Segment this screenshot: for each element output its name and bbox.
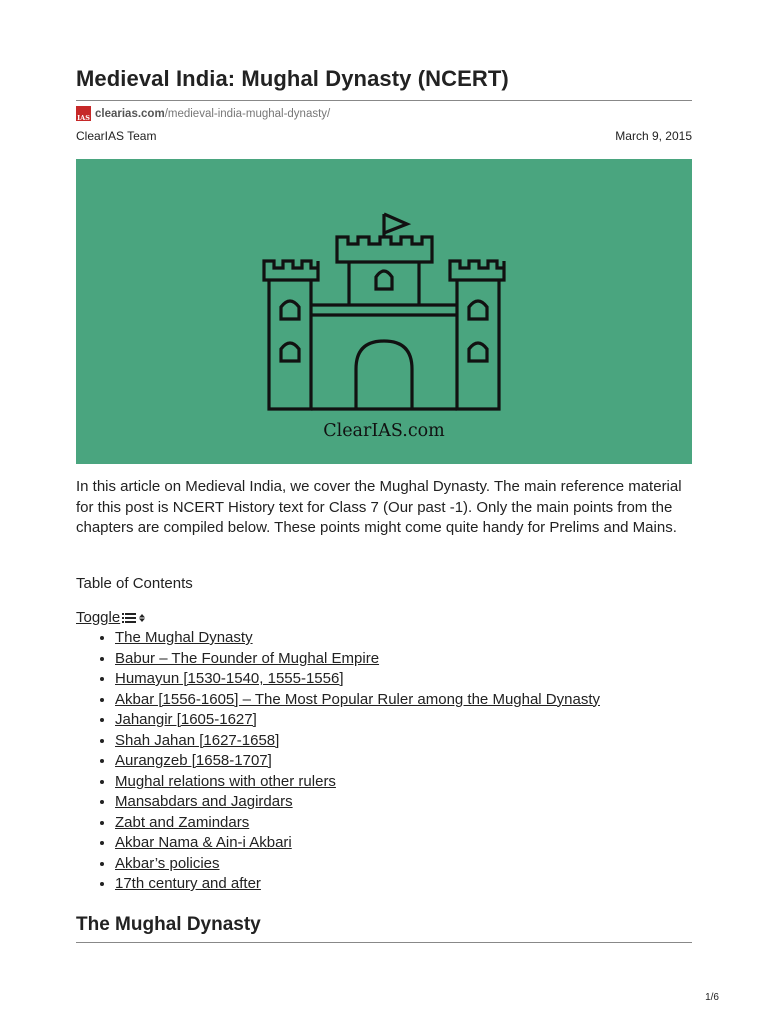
source-line[interactable] [76,106,330,121]
toc-item[interactable] [115,669,600,690]
source-domain[interactable]: clearias.com [95,107,165,120]
toc-toggle-icons[interactable] [122,612,146,624]
toc-toggle-link[interactable]: Toggle [76,609,121,626]
clearias-favicon-icon: IAS [76,106,91,121]
toc-link[interactable]: Humayun [1530-1540, 1555-1556] [115,670,344,687]
hero-brand-text: ClearIAS.com [323,421,445,441]
section-divider [76,942,692,943]
toc-item[interactable] [115,649,600,670]
toc-link[interactable]: Mughal relations with other rulers [115,772,336,790]
toc-link[interactable]: Mansabdars and Jagirdars [115,793,293,810]
page-number: 1/6 [705,992,719,1003]
sort-arrows-icon [138,613,146,623]
page-title: Medieval India: Mughal Dynasty (NCERT) [76,66,509,91]
list-icon [122,612,136,624]
hero-image [76,159,692,464]
source-path[interactable]: /medieval-india-mughal-dynasty/ [164,107,331,120]
toc-item[interactable] [115,731,600,752]
toc-heading: Table of Contents [76,575,193,592]
toc-link[interactable]: Aurangzeb [1658-1707] [115,752,272,769]
toc-item[interactable] [115,792,600,813]
toc-item[interactable] [115,751,600,772]
toc-link[interactable]: Akbar’s policies [115,854,220,872]
toc-item[interactable] [115,833,600,854]
publish-date: March 9, 2015 [615,129,692,143]
toc-link[interactable]: Akbar Nama & Ain-i Akbari [115,834,292,851]
section-heading: The Mughal Dynasty [76,914,261,935]
toc-link[interactable]: 17th century and after [115,875,261,892]
toc-link[interactable]: Babur – The Founder of Mughal Empire [115,649,380,667]
title-divider [76,100,692,101]
toc-item[interactable] [115,628,600,649]
toc-item[interactable] [115,874,600,895]
author: ClearIAS Team [76,129,157,143]
toc-list [76,628,600,895]
toc-item[interactable] [115,813,600,834]
toc-link[interactable]: Akbar [1556-1605] – The Most Popular Ruler among the Mughal Dynasty [115,690,600,708]
toc-toggle[interactable] [76,609,146,626]
intro-paragraph: In this article on Medieval India, we cover the Mughal Dynasty. The main reference material for this post is NCERT History text for Class 7 (Our past -1). Only the main points from the chapters are compiled below. These points might come quite handy for Prelims and Mains. [76,478,682,536]
toc-link[interactable]: Shah Jahan [1627-1658] [115,731,280,749]
castle-icon [76,159,692,464]
toc-link[interactable]: Zabt and Zamindars [115,813,250,831]
toc-item[interactable] [115,690,600,711]
toc-link[interactable]: The Mughal Dynasty [115,629,253,646]
toc-item[interactable] [115,854,600,875]
toc-link[interactable]: Jahangir [1605-1627] [115,711,257,728]
toc-item[interactable] [115,772,600,793]
toc-item[interactable] [115,710,600,731]
article-meta [76,129,692,143]
